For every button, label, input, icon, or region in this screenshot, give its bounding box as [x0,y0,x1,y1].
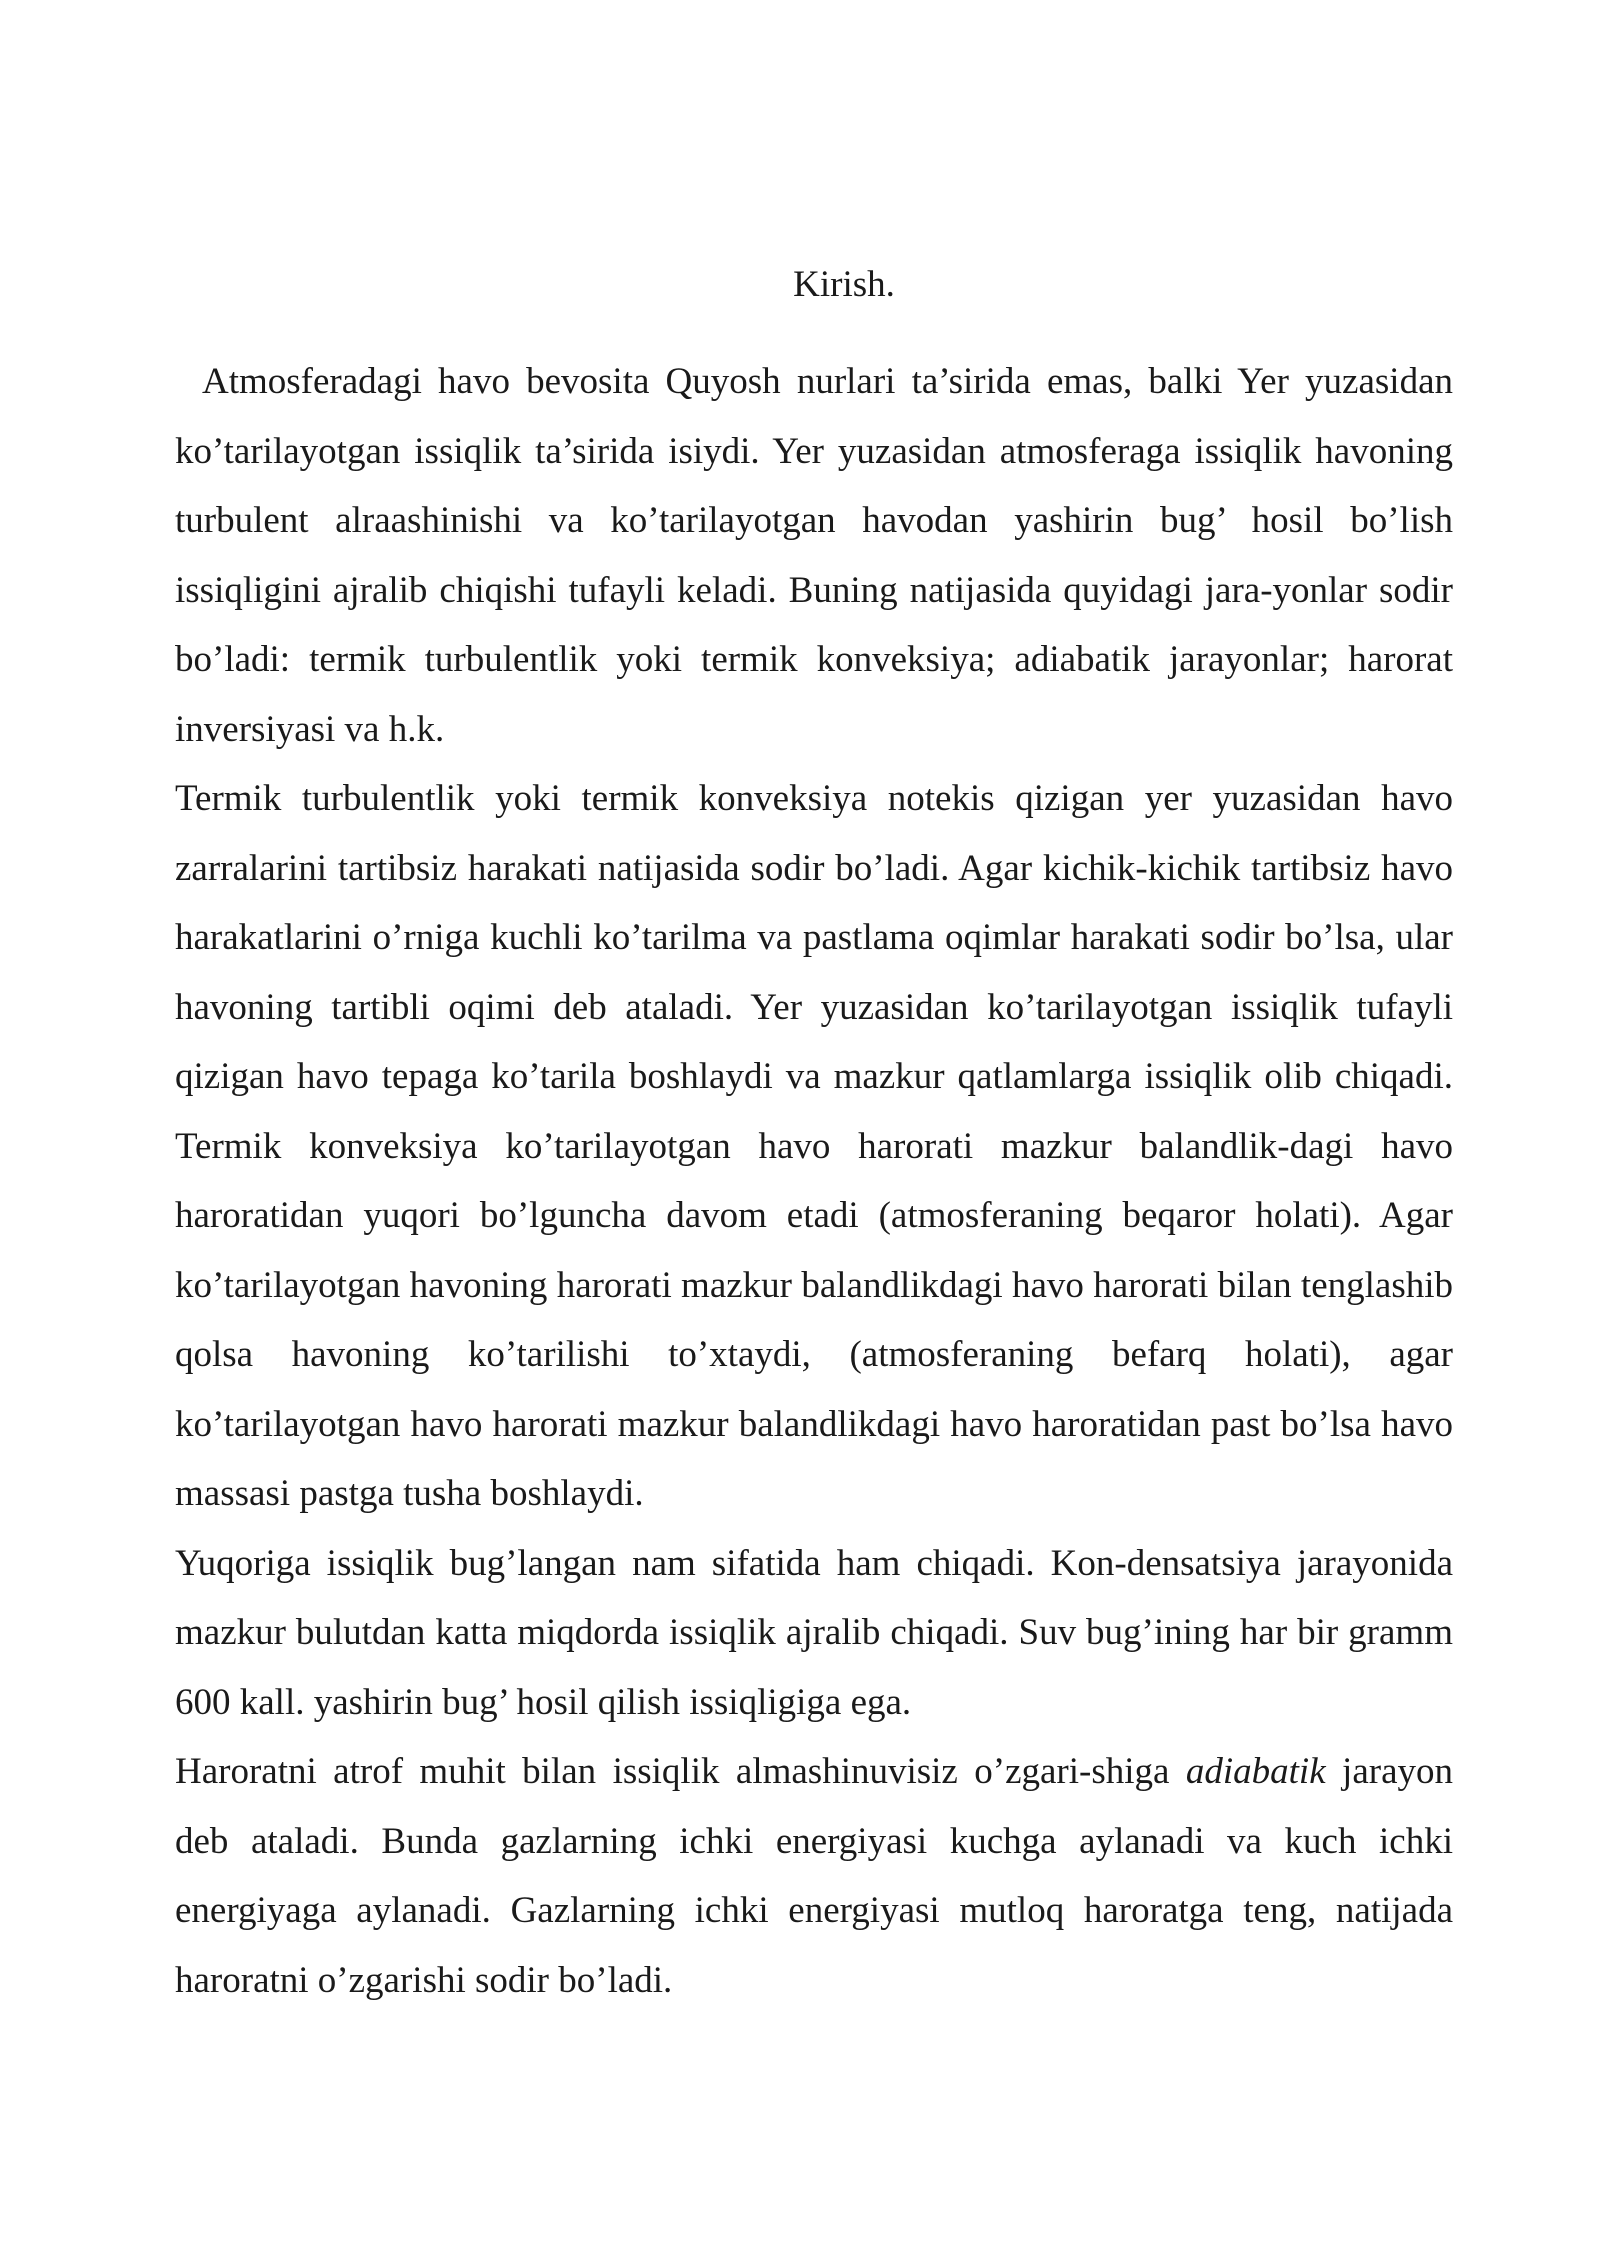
adiabatic-text-after: jarayon deb ataladi. Bunda gazlarning ichki energiyasi kuchga aylanadi va kuch ichki energiyaga aylanadi. Gazlarning ichki energiyasi mutloq haroratga teng, natijada haroratni o’zgarishi sodir bo’ladi. [175,1751,1453,2001]
paragraph-evaporation: Yuqoriga issiqlik bug’langan nam sifatida ham chiqadi. Kon-densatsiya jarayonida mazkur bulutdan katta miqdorda issiqlik ajralib chiqadi. Suv bug’ining har bir gramm 600 kall. yashirin bug’ hosil qilish issiqligiga ega. [175,1542,1453,1723]
adiabatic-term: adiabatik [1185,1751,1326,1792]
adiabatic-text-before: Haroratni atrof muhit bilan issiqlik almashinuvisiz o’zgari-shiga [175,1751,1186,1792]
paragraph-adiabatic [175,1737,1453,2015]
document-page [175,255,1453,2015]
paragraph-intro: Atmosferadagi havo bevosita Quyosh nurlari ta’sirida emas, balki Yer yuzasidan ko’tarilayotgan issiqlik ta’sirida isiydi. Yer yuzasidan atmosferaga issiqlik havoning turbulent alraashinishi va ko’tarilayotgan havodan yashirin bug’ hosil bo’lish issiqligini ajralib chiqishi tufayli keladi. Buning natijasida quyidagi jara-yonlar sodir bo’ladi: termik turbulentlik yoki termik konveksiya; adiabatik jarayonlar; harorat inversiyasi va h.k. [175,361,1453,750]
document-title: Kirish. [793,264,895,305]
paragraph-thermal-turbulence: Termik turbulentlik yoki termik konveksiya notekis qizigan yer yuzasidan havo zarralarini tartibsiz harakati natijasida sodir bo’ladi. Agar kichik-kichik tartibsiz havo harakatlarini o’rniga kuchli ko’tarilma va pastlama oqimlar harakati sodir bo’lsa, ular havoning tartibli oqimi deb ataladi. Yer yuzasidan ko’tarilayotgan issiqlik tufayli qizigan havo tepaga ko’tarila boshlaydi va mazkur qatlamlarga issiqlik olib chiqadi. Termik konveksiya ko’tarilayotgan havo harorati mazkur balandlik-dagi havo haroratidan yuqori bo’lguncha davom etadi (atmosferaning beqaror holati). Agar ko’tarilayotgan havoning harorati mazkur balandlikdagi havo harorati bilan tenglashib qolsa havoning ko’tarilishi to’xtaydi, (atmosferaning befarq holati), agar ko’tarilayotgan havo harorati mazkur balandlikdagi havo haroratidan past bo’lsa havo massasi pastga tusha boshlaydi. [175,778,1453,1514]
